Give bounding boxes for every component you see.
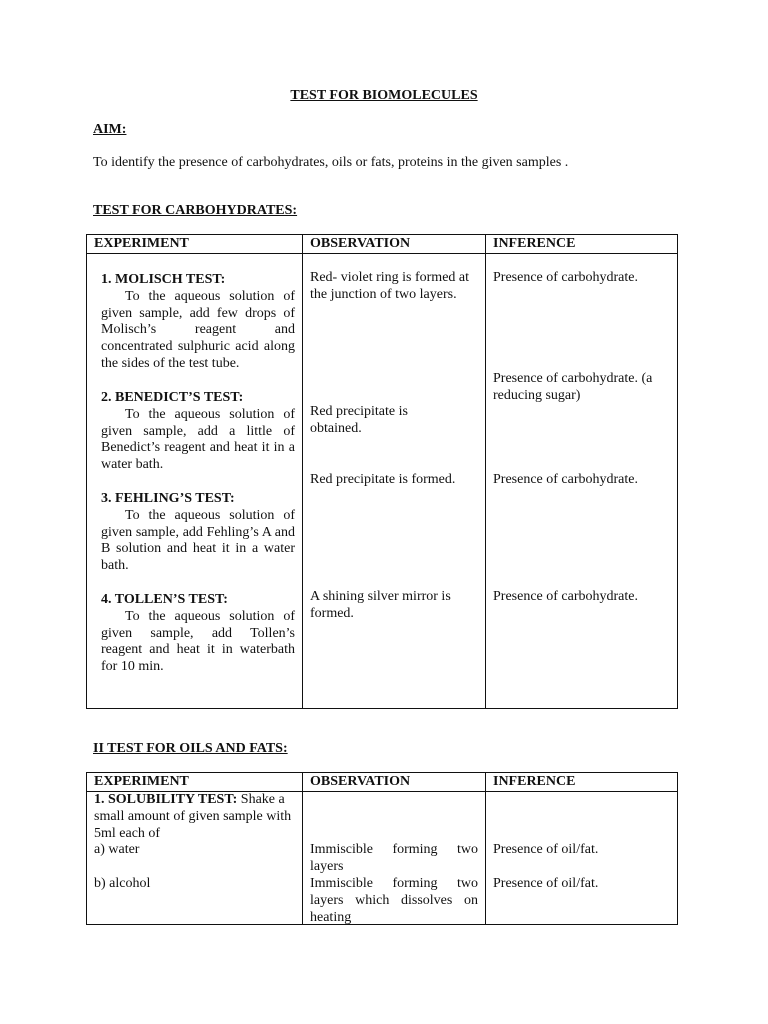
observation-cell xyxy=(303,254,486,709)
test-procedure: To the aqueous solution of given sample, add few drops of Molisch’s reagent and concentrated sulphuric acid along the sides of the test tube. xyxy=(101,288,295,371)
carbohydrates-table xyxy=(86,234,678,709)
test-procedure: To the aqueous solution of given sample, add a little of Benedict’s reagent and heat it in a water bath. xyxy=(101,406,295,473)
test-name: 4. TOLLEN’S TEST: xyxy=(101,592,228,607)
carbohydrates-heading: TEST FOR CARBOHYDRATES: xyxy=(93,203,298,218)
alcohol-observation: Immiscible forming two layers which dissolves on heating xyxy=(310,876,478,925)
test-name: 2. BENEDICT’S TEST: xyxy=(101,390,244,405)
table-row xyxy=(87,792,678,925)
inference-cell xyxy=(486,792,678,925)
column-header-observation: OBSERVATION xyxy=(303,235,486,254)
alcohol-inference: Presence of oil/fat. xyxy=(493,876,599,891)
column-header-observation: OBSERVATION xyxy=(303,773,486,792)
table-header-row xyxy=(87,235,678,254)
molisch-inference: Presence of carbohydrate. xyxy=(493,270,638,285)
molisch-observation: Red- violet ring is formed at the junction of two layers. xyxy=(310,270,470,302)
fehling-observation: Red precipitate is formed. xyxy=(310,472,456,487)
fehling-test-block xyxy=(101,491,295,575)
inference-cell xyxy=(486,254,678,709)
solubility-alcohol-label: b) alcohol xyxy=(94,876,151,891)
aim-text: To identify the presence of carbohydrates, oils or fats, proteins in the given samples . xyxy=(93,155,569,170)
fehling-inference: Presence of carbohydrate. xyxy=(493,472,638,487)
column-header-inference: INFERENCE xyxy=(486,235,678,254)
experiment-cell xyxy=(87,792,303,925)
molisch-test-block xyxy=(101,272,295,373)
table-row xyxy=(87,254,678,709)
test-procedure: To the aqueous solution of given sample, add Fehling’s A and B solution and heat it in a water bath. xyxy=(101,507,295,574)
test-name: 1. SOLUBILITY TEST: xyxy=(94,792,238,807)
column-header-inference: INFERENCE xyxy=(486,773,678,792)
test-name: 3. FEHLING’S TEST: xyxy=(101,491,235,506)
oils-fats-table xyxy=(86,772,678,925)
solubility-test-block xyxy=(94,792,295,842)
test-procedure: Shake a small amount of given sample with 5ml each of xyxy=(94,792,292,841)
table-header-row xyxy=(87,773,678,792)
test-name: 1. MOLISCH TEST: xyxy=(101,272,226,287)
test-procedure: To the aqueous solution of given sample, add Tollen’s reagent and heat it in waterbath for 10 min. xyxy=(101,608,295,675)
benedict-test-block xyxy=(101,390,295,474)
tollen-observation: A shining silver mirror is formed. xyxy=(310,589,451,621)
document-title: TEST FOR BIOMOLECULES xyxy=(290,88,478,103)
benedict-observation: Red precipitate is obtained. xyxy=(310,404,408,436)
column-header-experiment: EXPERIMENT xyxy=(87,773,303,792)
tollen-test-block xyxy=(101,592,295,676)
benedict-inference: Presence of carbohydrate. (a reducing sugar) xyxy=(493,371,653,403)
oils-fats-heading: II TEST FOR OILS AND FATS: xyxy=(93,741,288,756)
aim-heading: AIM: xyxy=(93,122,127,137)
water-observation: Immiscible forming two layers xyxy=(310,842,478,874)
column-header-experiment: EXPERIMENT xyxy=(87,235,303,254)
experiment-cell xyxy=(87,254,303,709)
observation-cell xyxy=(303,792,486,925)
water-inference: Presence of oil/fat. xyxy=(493,842,599,857)
solubility-water-label: a) water xyxy=(94,842,140,857)
tollen-inference: Presence of carbohydrate. xyxy=(493,589,638,604)
